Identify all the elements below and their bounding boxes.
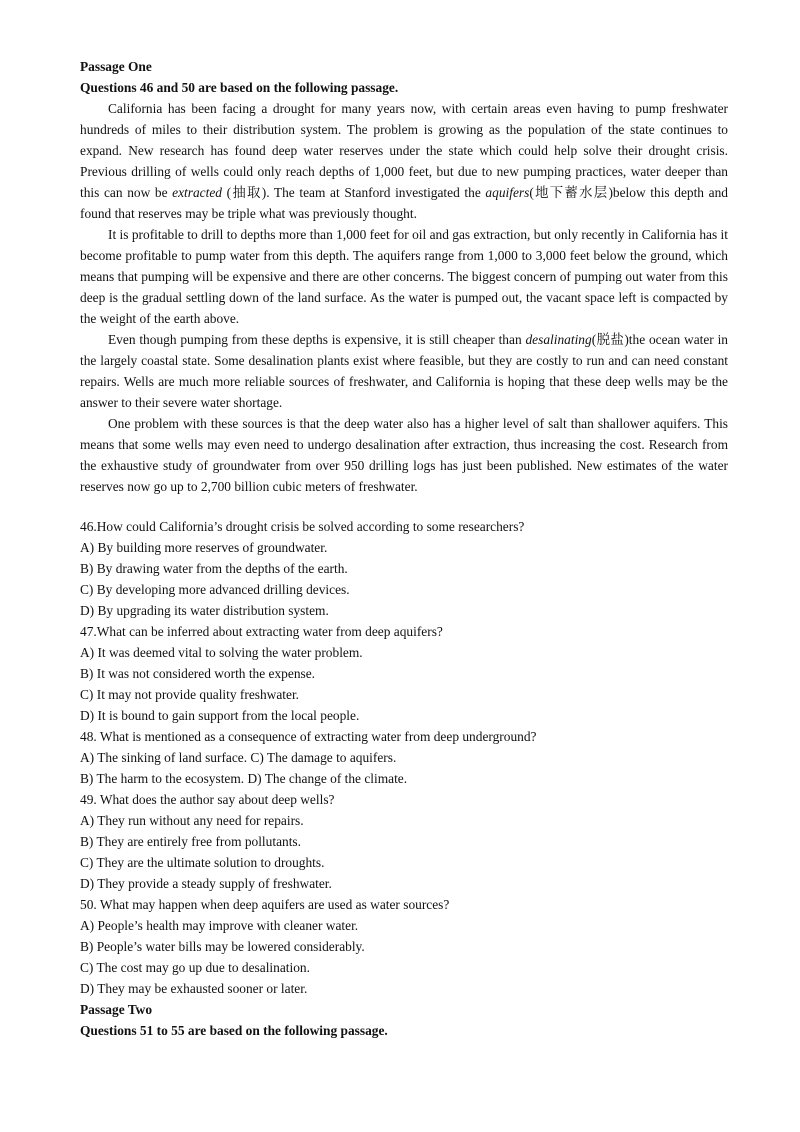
document-page xyxy=(80,56,728,1041)
option-50d: D) They may be exhausted sooner or later. xyxy=(80,981,308,996)
question-49: 49. What does the author say about deep wells? xyxy=(80,792,335,807)
option-50a: A) People’s health may improve with cleaner water. xyxy=(80,918,359,933)
question-47: 47.What can be inferred about extracting water from deep aquifers? xyxy=(80,624,443,639)
option-46a: A) By building more reserves of groundwater. xyxy=(80,540,328,555)
passage-two-instruction: Questions 51 to 55 are based on the following passage. xyxy=(80,1023,388,1038)
passage-paragraph-1 xyxy=(80,98,728,224)
option-49d: D) They provide a steady supply of freshwater. xyxy=(80,876,332,891)
term-desalinating: desalinating xyxy=(525,332,592,347)
question-46: 46.How could California’s drought crisis be solved according to some researchers? xyxy=(80,519,525,534)
option-46d: D) By upgrading its water distribution system. xyxy=(80,603,329,618)
passage-two-title: Passage Two xyxy=(80,1002,153,1017)
option-49a: A) They run without any need for repairs. xyxy=(80,813,304,828)
option-46b: B) By drawing water from the depths of the earth. xyxy=(80,561,348,576)
term-extracted: extracted xyxy=(172,185,222,200)
term-aquifers: aquifers xyxy=(485,185,530,200)
option-49b: B) They are entirely free from pollutants. xyxy=(80,834,301,849)
question-50: 50. What may happen when deep aquifers are used as water sources? xyxy=(80,897,450,912)
option-50b: B) People’s water bills may be lowered considerably. xyxy=(80,939,365,954)
passage-one-title: Passage One xyxy=(80,59,152,74)
gloss-aquifers: (地下蓄水层)below this depth and found that reserves may be triple what was previously thought. xyxy=(80,185,728,221)
option-49c: C) They are the ultimate solution to droughts. xyxy=(80,855,325,870)
passage-paragraph-3 xyxy=(80,329,728,413)
paragraph-3-rest: (脱盐)the ocean water in the largely coastal state. Some desalination plants exist where feasible, but they are costly to run and can need constant repairs. Wells are much more reliable sources of freshwater, and California is hoping that these deep wells may be the answer to their severe water shortage. xyxy=(80,332,728,410)
option-47c: C) It may not provide quality freshwater. xyxy=(80,687,300,702)
option-47d: D) It is bound to gain support from the local people. xyxy=(80,708,360,723)
passage-one-instruction: Questions 46 and 50 are based on the following passage. xyxy=(80,80,399,95)
option-46c: C) By developing more advanced drilling devices. xyxy=(80,582,350,597)
question-48: 48. What is mentioned as a consequence of extracting water from deep underground? xyxy=(80,729,537,744)
paragraph-1-text: California has been facing a drought for many years now, with certain areas even having to pump freshwater hundreds of miles to their distribution system. The problem is growing as the population of the state continues to expand. New research has found deep water reserves under the state which could help solve their drought crisis. Previous drilling of wells could only reach depths of 1,000 feet, but due to new pumping practices, water deeper than this can now be xyxy=(80,101,728,200)
option-48ac: A) The sinking of land surface. C) The damage to aquifers. xyxy=(80,750,397,765)
option-47b: B) It was not considered worth the expense. xyxy=(80,666,316,681)
question-list xyxy=(80,516,728,999)
gloss-extracted: (抽取). The team at Stanford investigated the xyxy=(222,185,486,200)
option-50c: C) The cost may go up due to desalination. xyxy=(80,960,310,975)
option-47a: A) It was deemed vital to solving the water problem. xyxy=(80,645,363,660)
passage-paragraph-2: It is profitable to drill to depths more than 1,000 feet for oil and gas extraction, but only recently in California has it become profitable to pump water from this depth. The aquifers range from 1,000 to 3,000 feet below the ground, which means that pumping will be expensive and there are other concerns. The biggest concern of pumping out water from this deep is the gradual settling down of the land surface. As the water is pumped out, the vacant space left is compacted by the weight of the earth above. xyxy=(80,227,728,326)
option-48bd: B) The harm to the ecosystem. D) The change of the climate. xyxy=(80,771,408,786)
passage-paragraph-4: One problem with these sources is that the deep water also has a higher level of salt than shallower aquifers. This means that some wells may even need to undergo desalination after extraction, thus increasing the cost. Research from the exhaustive study of groundwater from over 950 drilling logs has just been published. New estimates of the water reserves now go up to 2,700 billion cubic meters of freshwater. xyxy=(80,416,728,494)
paragraph-3-text: Even though pumping from these depths is expensive, it is still cheaper than xyxy=(108,332,526,347)
